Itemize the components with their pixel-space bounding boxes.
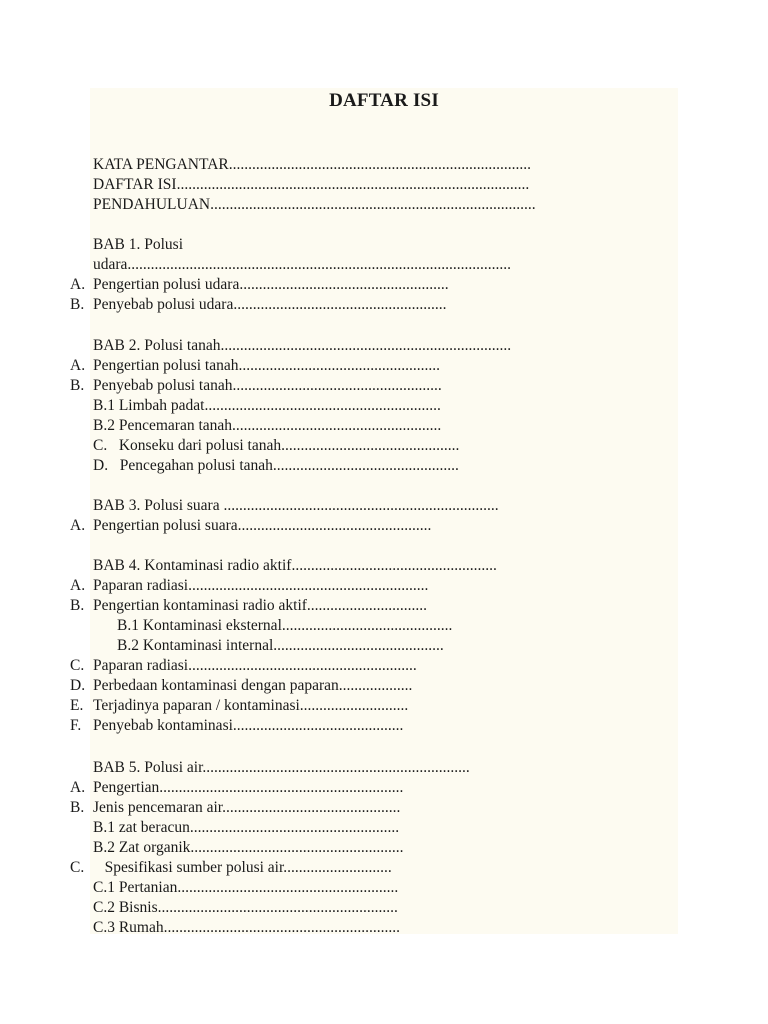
toc-entry: B.2 Pencemaran tanah...................................................... <box>93 417 442 434</box>
toc-marker: A. <box>70 779 86 796</box>
toc-entry: DAFTAR ISI........................................................................................... <box>93 176 530 193</box>
toc-entry: B.1 zat beracun...................................................... <box>93 819 400 836</box>
toc-entry: Paparan radiasi.............................................................. <box>93 577 429 594</box>
toc-entry: B.1 Limbah padat............................................................. <box>93 397 441 414</box>
toc-entry: Pengertian polusi tanah.................................................... <box>93 357 440 374</box>
toc-entry: Terjadinya paparan / kontaminasi............................ <box>93 697 409 714</box>
toc-entry: Pengertian polusi suara.................................................. <box>93 517 432 534</box>
toc-entry: Penyebab kontaminasi............................................ <box>93 717 404 734</box>
toc-entry: C.1 Pertanian......................................................... <box>93 879 399 896</box>
toc-entry: C. Konseku dari polusi tanah.............................................. <box>93 437 460 454</box>
toc-marker: D. <box>70 677 86 694</box>
toc-marker: A. <box>70 577 86 594</box>
toc-entry: BAB 4. Kontaminasi radio aktif..................................................... <box>93 557 497 574</box>
toc-marker: B. <box>70 597 85 614</box>
toc-marker: C. <box>70 657 85 674</box>
toc-entry: PENDAHULUAN.................................................................................... <box>93 196 536 213</box>
toc-entry: Penyebab polusi tanah...................................................... <box>93 377 442 394</box>
toc-entry: B.2 Kontaminasi internal............................................ <box>117 637 444 654</box>
toc-entry: Jenis pencemaran air.............................................. <box>93 799 401 816</box>
toc-entry: BAB 5. Polusi air..................................................................... <box>93 759 470 776</box>
toc-marker: B. <box>70 799 85 816</box>
toc-entry: Spesifikasi sumber polusi air............................ <box>93 859 392 876</box>
toc-entry: B.2 Zat organik....................................................... <box>93 839 404 856</box>
toc-entry: Pengertian............................................................... <box>93 779 404 796</box>
toc-marker: A. <box>70 357 86 374</box>
toc-marker: C. <box>70 859 85 876</box>
toc-entry: BAB 3. Polusi suara ....................................................................... <box>93 497 499 514</box>
toc-entry: C.2 Bisnis.............................................................. <box>93 899 398 916</box>
toc-marker: F. <box>70 717 82 734</box>
toc-entry: KATA PENGANTAR.............................................................................. <box>93 156 531 173</box>
toc-entry: BAB 1. Polusi <box>93 236 184 253</box>
toc-entry: C.3 Rumah............................................................. <box>93 919 400 936</box>
toc-entry: Pengertian kontaminasi radio aktif............................... <box>93 597 428 614</box>
toc-entry: B.1 Kontaminasi eksternal............................................ <box>117 617 453 634</box>
toc-entry: Paparan radiasi........................................................... <box>93 657 417 674</box>
toc-entry: Pengertian polusi udara...................................................... <box>93 276 449 293</box>
toc-entry: BAB 2. Polusi tanah........................................................................... <box>93 337 512 354</box>
toc-marker: B. <box>70 377 85 394</box>
toc-marker: E. <box>70 697 84 714</box>
page-title: DAFTAR ISI <box>329 90 439 111</box>
toc-entry: Penyebab polusi udara....................................................... <box>93 296 447 313</box>
toc-marker: A. <box>70 517 86 534</box>
toc-entry: Perbedaan kontaminasi dengan paparan................... <box>93 677 413 694</box>
toc-marker: A. <box>70 276 86 293</box>
toc-entry: D. Pencegahan polusi tanah................................................ <box>93 457 459 474</box>
toc-marker: B. <box>70 296 85 313</box>
toc-entry: udara................................................................................................... <box>93 256 512 273</box>
